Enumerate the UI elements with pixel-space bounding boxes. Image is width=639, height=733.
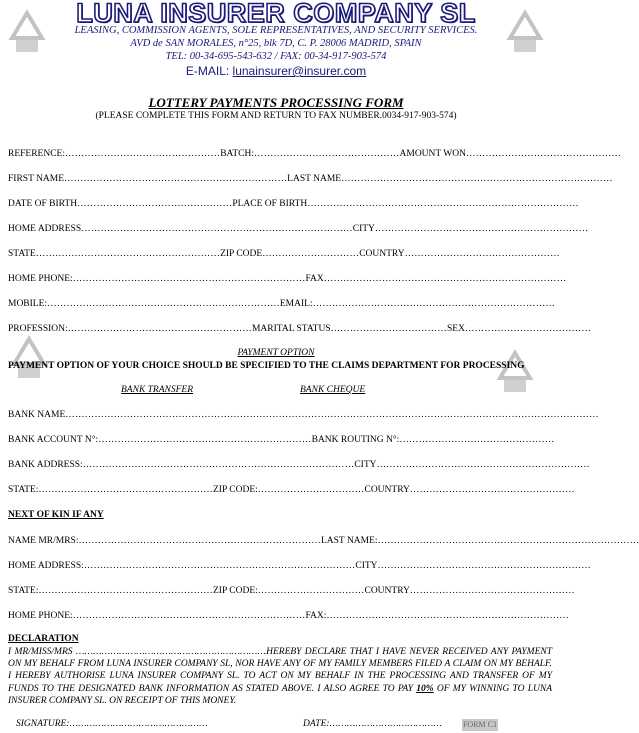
- nok-last-name-label: LAST NAME:: [320, 536, 378, 546]
- state-label: STATE: [8, 249, 36, 259]
- nok-zip-field[interactable]: ……………………………: [257, 586, 365, 596]
- nok-name-field[interactable]: …………………………………………………………………: [78, 536, 321, 546]
- row-nok-address: [8, 560, 591, 572]
- nok-phone-label: HOME PHONE:: [8, 611, 73, 621]
- nok-name-label: NAME MR/MRS:: [8, 536, 79, 546]
- row-reference: [8, 148, 622, 160]
- row-nok-name: [8, 535, 639, 547]
- payment-option-heading: PAYMENT OPTION: [237, 348, 315, 358]
- declaration-body: HEREBY DECLARE THAT I HAVE NEVER RECEIVED ANY PAYMENT ON MY BEHALF FROM LUNA INSURER COMPANY SL, NOR HAVE ANY OF MY FAMILY MEMBERS FILED A CLAIM ON MY BEHALF. I HEREBY AUTHORISE LUNA INSURER COMPANY SL. TO ACT ON MY BEHALF IN THE PROCESSING AND TRANSFER OF MY FUNDS TO THE DESIGNATED BANK INFORMATION AS STATED ABOVE. I ALSO AGREE TO PAY: [8, 647, 553, 694]
- email-link[interactable]: lunainsurer@insurer.com: [232, 64, 367, 78]
- row-state: [8, 248, 560, 260]
- company-tagline: LEASING, COMMISSION AGENTS, SOLE REPRESENTATIVES, AND SECURITY SERVICES.: [74, 25, 478, 36]
- nok-zip-label: ZIP CODE:: [213, 586, 258, 596]
- nok-country-field[interactable]: ……………………………………………: [409, 586, 575, 596]
- zip-code-field[interactable]: …………………………: [262, 249, 360, 259]
- amount-won-label: AMOUNT WON: [399, 149, 466, 159]
- nok-address-label: HOME ADDRESS:: [8, 561, 84, 571]
- bank-zip-label: ZIP CODE:: [213, 485, 258, 495]
- nok-state-label: STATE:: [8, 586, 39, 596]
- declarant-name-field[interactable]: …………………………………………………………: [75, 647, 267, 657]
- nok-fax-field[interactable]: …………………………………………………………………: [326, 611, 569, 621]
- payment-option-note: PAYMENT OPTION OF YOUR CHOICE SHOULD BE SPECIFIED TO THE CLAIMS DEPARTMENT FOR PROCESSING: [8, 361, 525, 371]
- dob-label: DATE OF BIRTH: [8, 199, 78, 209]
- bank-city-label: CITY: [354, 460, 377, 470]
- reference-label: REFERENCE:: [8, 149, 66, 159]
- bank-routing-label: BANK ROUTING N°:: [311, 435, 400, 445]
- nok-city-label: CITY: [355, 561, 378, 571]
- profession-field[interactable]: …………………………………………………: [67, 324, 252, 334]
- nok-fax-label: FAX:: [305, 611, 327, 621]
- bank-state-label: STATE:: [8, 485, 39, 495]
- fax-field[interactable]: …………………………………………………………………: [323, 274, 567, 284]
- row-bank-name: [8, 409, 599, 421]
- bank-account-label: BANK ACCOUNT N°:: [8, 435, 99, 445]
- signature-label: SIGNATURE:: [16, 719, 70, 729]
- zip-code-label: ZIP CODE: [220, 249, 263, 259]
- nok-last-name-field[interactable]: ………………………………………………………………………: [377, 536, 639, 546]
- company-phone: TEL: 00-34-695-543-632 / FAX: 00-34-917-903-574: [165, 51, 387, 62]
- bank-cheque-option[interactable]: BANK CHEQUE: [300, 385, 366, 395]
- next-of-kin-heading: NEXT OF KIN IF ANY: [8, 510, 104, 520]
- declaration-text: [8, 646, 552, 707]
- company-address: AVD de SAN MORALES, n°25, blk 7D, C. P. 28006 MADRID, SPAIN: [130, 38, 422, 49]
- row-bank-state: [8, 484, 575, 496]
- date-field[interactable]: …………………………………: [329, 719, 442, 729]
- mobile-label: MOBILE:: [8, 299, 48, 309]
- home-address-label: HOME ADDRESS: [8, 224, 82, 234]
- last-name-field[interactable]: …………………………………………………………………………: [341, 174, 613, 184]
- fax-label: FAX: [305, 274, 324, 284]
- date-line: [303, 719, 442, 729]
- country-label: COUNTRY: [359, 249, 405, 259]
- place-of-birth-label: PLACE OF BIRTH: [232, 199, 308, 209]
- city-field[interactable]: …………………………………………………………: [374, 224, 589, 234]
- email-field-label: EMAIL:: [279, 299, 313, 309]
- marital-status-field[interactable]: ………………………………: [330, 324, 448, 334]
- declaration-tail: OF MY WINNING TO LUNA INSURER COMPANY SL. ON RECEIPT OF THIS MONEY.: [8, 683, 553, 706]
- profession-label: PROFESSION:: [8, 324, 68, 334]
- row-birth: [8, 198, 579, 210]
- row-home-address: [8, 223, 589, 235]
- bank-address-label: BANK ADDRESS:: [8, 460, 83, 470]
- sex-label: SEX: [447, 324, 465, 334]
- marital-status-label: MARITAL STATUS: [251, 324, 331, 334]
- reference-field[interactable]: …………………………………………: [65, 149, 221, 159]
- dob-field[interactable]: …………………………………………: [77, 199, 233, 209]
- state-field[interactable]: …………………………………………………: [35, 249, 221, 259]
- last-name-label: LAST NAME: [287, 174, 342, 184]
- bank-city-field[interactable]: …………………………………………………………: [376, 460, 590, 470]
- recycle-logo-icon: [4, 336, 54, 381]
- bank-name-field[interactable]: …………………………………………………………………………………………………………………………………………………: [65, 410, 599, 420]
- nok-phone-field[interactable]: ………………………………………………………………: [72, 611, 306, 621]
- declaration-lead: I MR/MISS/MRS: [8, 647, 73, 657]
- place-of-birth-field[interactable]: …………………………………………………………………………: [307, 199, 579, 209]
- form-subtitle: (PLEASE COMPLETE THIS FORM AND RETURN TO FAX NUMBER.0034-917-903-574): [95, 111, 457, 121]
- batch-label: BATCH:: [220, 149, 255, 159]
- date-label: DATE:: [303, 719, 330, 729]
- bank-routing-field[interactable]: …………………………………………: [399, 435, 555, 445]
- company-name: LUNA INSURER COMPANY SL: [76, 0, 476, 28]
- city-label: CITY: [352, 224, 375, 234]
- mobile-field[interactable]: ………………………………………………………………: [47, 299, 280, 309]
- batch-field[interactable]: ………………………………………: [254, 149, 400, 159]
- bank-zip-field[interactable]: ……………………………: [257, 485, 365, 495]
- row-bank-address: [8, 459, 590, 471]
- home-address-field[interactable]: …………………………………………………………………………: [81, 224, 353, 234]
- declaration-heading: DECLARATION: [8, 634, 79, 644]
- row-mobile: [8, 298, 556, 310]
- row-name: [8, 173, 613, 185]
- bank-country-label: COUNTRY: [364, 485, 410, 495]
- bank-state-field[interactable]: ………………………………………………: [38, 485, 213, 495]
- row-phone: [8, 273, 567, 285]
- bank-name-label: BANK NAME: [8, 410, 66, 420]
- home-phone-label: HOME PHONE:: [8, 274, 73, 284]
- nok-country-label: COUNTRY: [364, 586, 410, 596]
- row-nok-phone: [8, 610, 569, 622]
- first-name-label: FIRST NAME: [8, 174, 65, 184]
- bank-transfer-option[interactable]: BANK TRANSFER: [121, 385, 194, 395]
- email-field[interactable]: …………………………………………………………………: [312, 299, 556, 309]
- first-name-field[interactable]: ……………………………………………………………: [64, 174, 288, 184]
- row-nok-state: [8, 585, 575, 597]
- signature-field[interactable]: …………………………………………: [69, 719, 208, 729]
- form-title: LOTTERY PAYMENTS PROCESSING FORM: [148, 95, 404, 110]
- bank-address-field[interactable]: …………………………………………………………………………: [82, 460, 355, 470]
- bank-account-field[interactable]: …………………………………………………………: [98, 435, 312, 445]
- row-bank-account: [8, 434, 555, 446]
- nok-address-field[interactable]: …………………………………………………………………………: [83, 561, 356, 571]
- nok-city-field[interactable]: …………………………………………………………: [377, 561, 591, 571]
- row-profession: [8, 323, 592, 335]
- form-code-badge: FORM C1: [462, 720, 497, 729]
- company-email: [0, 64, 552, 78]
- bank-country-field[interactable]: ……………………………………………: [409, 485, 575, 495]
- nok-state-field[interactable]: ………………………………………………: [38, 586, 213, 596]
- amount-won-field[interactable]: …………………………………………: [465, 149, 622, 159]
- email-label: E-MAIL:: [185, 64, 230, 78]
- signature-line: [16, 719, 208, 729]
- home-phone-field[interactable]: ………………………………………………………………: [72, 274, 306, 284]
- sex-field[interactable]: …………………………………: [464, 324, 592, 334]
- declaration-percent: 10%: [416, 683, 434, 694]
- country-field[interactable]: …………………………………………: [404, 249, 560, 259]
